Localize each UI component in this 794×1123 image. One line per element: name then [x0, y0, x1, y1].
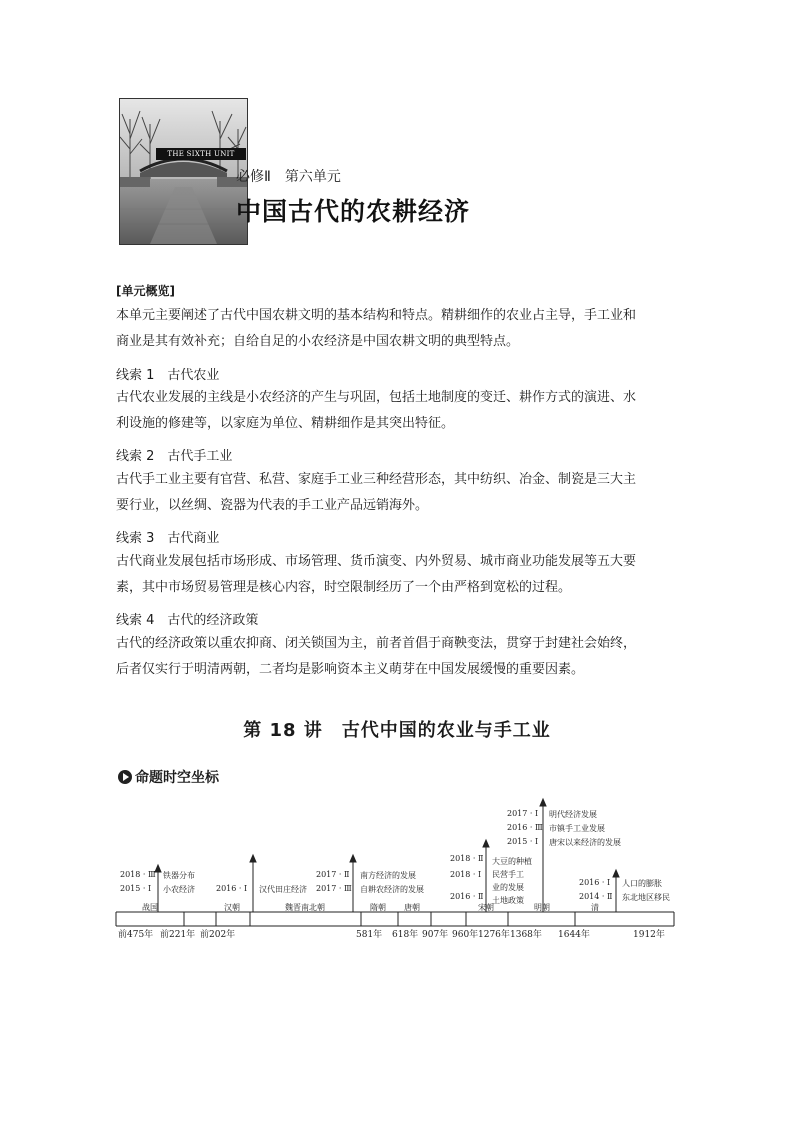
clue-line: 利设施的修建等，以家庭为单位、精耕细作是其突出特征。 [116, 416, 455, 431]
exam-label: 2014 · Ⅱ [579, 892, 613, 901]
overview-heading: [单元概览] [116, 284, 175, 298]
exam-label: 2017 · Ⅰ [507, 809, 539, 818]
year-label: 960年 [452, 930, 479, 940]
intro-line: 本单元主要阐述了古代中国农耕文明的基本结构和特点。精耕细作的农业占主导，手工业和 [116, 308, 637, 323]
exam-label: 2018 · Ⅱ [450, 854, 484, 863]
dynasty-label: 唐朝 [404, 903, 420, 912]
clue-3-body [116, 549, 682, 601]
year-label: 1276年 [478, 930, 510, 940]
unit-tag: THE SIXTH UNIT [156, 148, 246, 160]
clue-line: 古代农业发展的主线是小农经济的产生与巩固，包括土地制度的变迁、耕作方式的演进、水 [116, 390, 637, 405]
clue-line: 古代手工业主要有官营、私营、家庭手工业三种经营形态，其中纺织、冶金、制瓷是三大主 [116, 472, 637, 487]
event-topic: 市镇手工业发展 [549, 824, 605, 833]
lesson-title: 第 18 讲 古代中国的农业与手工业 [243, 720, 551, 741]
intro-line: 商业是其有效补充；自给自足的小农经济是中国农耕文明的典型特点。 [116, 334, 520, 349]
exam-label: 2016 · Ⅲ [507, 823, 543, 832]
dynasty-label: 宋朝 [478, 903, 494, 912]
play-circle-icon [118, 770, 132, 784]
year-label: 前475年 [118, 930, 154, 940]
unit-title: 中国古代的农耕经济 [236, 197, 471, 226]
clue-1-title: 线索 1 古代农业 [116, 368, 220, 383]
clue-line: 古代的经济政策以重农抑商、闭关锁国为主，前者首倡于商鞅变法，贯穿于封建社会始终， [116, 636, 637, 651]
exam-label: 2015 · Ⅰ [120, 884, 152, 893]
event-topic: 人口的膨胀 [622, 879, 662, 888]
clue-line: 古代商业发展包括市场形成、市场管理、货币演变、内外贸易、城市商业功能发展等五大要 [116, 554, 637, 569]
event-topic: 南方经济的发展 [360, 871, 416, 880]
year-label: 前221年 [160, 930, 196, 940]
clue-4-title: 线索 4 古代的经济政策 [116, 613, 259, 628]
exam-label: 2017 · Ⅱ [316, 870, 350, 879]
exam-label: 2015 · Ⅰ [507, 837, 539, 846]
event-topic: 民营手工 [492, 870, 524, 879]
unit-subtitle: 必修Ⅱ 第六单元 [236, 169, 341, 185]
dynasty-label: 隋朝 [370, 903, 386, 912]
clue-line: 后者仅实行于明清两朝，二者均是影响资本主义萌芽在中国发展缓慢的重要因素。 [116, 662, 585, 677]
exam-label: 2016 · Ⅰ [579, 878, 611, 887]
clue-2-title: 线索 2 古代手工业 [116, 449, 233, 464]
timeline [0, 790, 794, 950]
overview-intro [116, 303, 682, 355]
event-topic: 铁器分布 [163, 871, 195, 880]
dynasty-label: 魏晋南北朝 [285, 903, 325, 912]
event-topic: 唐宋以来经济的发展 [549, 838, 621, 847]
event-topic: 明代经济发展 [549, 810, 597, 819]
exam-label: 2017 · Ⅲ [316, 884, 352, 893]
event-topic: 自耕农经济的发展 [360, 885, 424, 894]
clue-3-title: 线索 3 古代商业 [116, 531, 220, 546]
year-label: 前202年 [200, 930, 236, 940]
dynasty-label: 明朝 [534, 903, 550, 912]
event-topic: 小农经济 [163, 885, 195, 894]
clue-line: 素，其中市场贸易管理是核心内容，时空限制经历了一个由严格到宽松的过程。 [116, 580, 572, 595]
event-topic: 东北地区移民 [622, 893, 670, 902]
event-topic: 土地政策 [492, 896, 524, 905]
exam-label: 2018 · Ⅲ [120, 870, 156, 879]
exam-label: 2016 · Ⅰ [216, 884, 248, 893]
coord-heading [118, 767, 219, 787]
year-label: 1644年 [558, 930, 590, 940]
year-label: 618年 [392, 930, 419, 940]
dynasty-label: 汉朝 [224, 903, 240, 912]
coord-heading-label: 命题时空坐标 [135, 770, 219, 786]
year-label: 1368年 [510, 930, 542, 940]
dynasty-label: 战国 [142, 903, 158, 912]
clue-4-body [116, 631, 682, 683]
event-topic: 大豆的种植 [492, 857, 532, 866]
canal-bridge-illustration [120, 99, 247, 244]
unit-cover-photo [119, 98, 248, 245]
event-topic: 汉代田庄经济 [259, 885, 307, 894]
exam-label: 2016 · Ⅱ [450, 892, 484, 901]
clue-1-body [116, 385, 682, 437]
year-label: 581年 [356, 930, 383, 940]
dynasty-label: 清 [591, 903, 599, 912]
exam-label: 2018 · Ⅰ [450, 870, 482, 879]
clue-2-body [116, 467, 682, 519]
event-topic: 业的发展 [492, 883, 524, 892]
year-label: 907年 [422, 930, 449, 940]
clue-line: 要行业，以丝绸、瓷器为代表的手工业产品远销海外。 [116, 498, 429, 513]
year-label: 1912年 [633, 930, 665, 940]
